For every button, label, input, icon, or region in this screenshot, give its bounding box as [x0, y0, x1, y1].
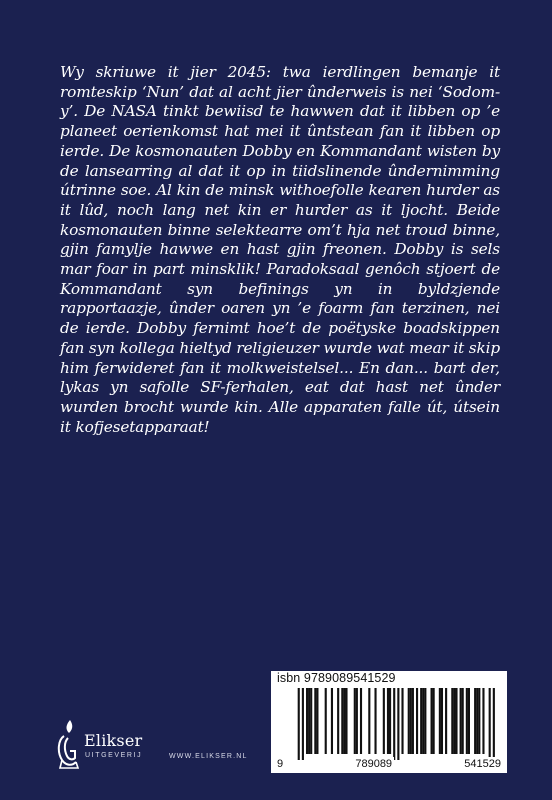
barcode-bar: [314, 688, 316, 754]
barcode-bar: [389, 688, 391, 754]
barcode-bar: [455, 688, 457, 754]
isbn-barcode: [271, 671, 507, 773]
barcode-bar: [343, 688, 345, 754]
barcode-bar: [356, 688, 358, 754]
barcode-bar: [478, 688, 480, 754]
barcode-bar: [310, 688, 312, 754]
barcode-bar: [337, 688, 339, 754]
barcode-bar: [489, 688, 491, 760]
barcode-bar: [383, 688, 385, 754]
barcode-bar: [466, 688, 468, 754]
publisher-logo: [54, 718, 174, 774]
barcode-bar: [306, 688, 308, 754]
barcode-bar: [410, 688, 412, 754]
barcode-bar: [431, 688, 433, 754]
barcode-bar: [354, 688, 356, 754]
barcode-digit-lead: 9: [277, 758, 284, 770]
isbn-label: isbn 9789089541529: [277, 671, 396, 685]
barcode-bar: [416, 688, 418, 754]
barcode-bar: [345, 688, 347, 754]
barcode-bar: [401, 688, 403, 754]
barcode-digits-right: 541529: [464, 758, 501, 770]
barcode-bar: [453, 688, 455, 754]
barcode-bar: [460, 688, 462, 754]
flame-lamp-icon: [54, 718, 84, 774]
barcode-bar: [341, 688, 343, 754]
barcode-bar: [374, 688, 376, 754]
publisher-website: WWW.ELIKSER.NL: [169, 753, 248, 760]
barcode-bar: [302, 688, 304, 760]
barcode-bar: [393, 688, 395, 760]
barcode-bar: [468, 688, 470, 754]
barcode-bar: [433, 688, 435, 754]
barcode-bar: [482, 688, 484, 754]
barcode-bar: [360, 688, 362, 754]
barcode-bar: [298, 688, 300, 760]
barcode-bar: [441, 688, 443, 754]
barcode-bar: [424, 688, 426, 754]
barcode-bar: [476, 688, 478, 754]
barcode-bar: [387, 688, 389, 754]
publisher-name: Elikser: [84, 731, 143, 750]
barcode-bars: [279, 688, 499, 760]
barcode-bar: [397, 688, 399, 760]
barcode-bar: [445, 688, 447, 754]
barcode-bar: [331, 688, 333, 754]
barcode-digits: [275, 757, 503, 771]
barcode-bar: [316, 688, 318, 754]
barcode-bar: [308, 688, 310, 754]
barcode-bar: [462, 688, 464, 754]
barcode-digits-left: 789089: [355, 758, 393, 770]
barcode-bar: [420, 688, 422, 754]
barcode-bar: [474, 688, 476, 754]
barcode-bar: [412, 688, 414, 754]
back-cover-blurb: Wy skriuwe it jier 2045: twa ierdlingen bemanje it romteskip ‘Nun’ dat al acht jier ûnderweis is nei ‘Sodom-y’. De NASA tinkt bewiisd te hawwen dat it libben op ’e planeet oerienkomst hat mei it ûntstean fan it libben op ierde. De kosmonauten Dobby en Kommandant wisten by de lansearring al dat it op in tiidslinende ûndernimming útrinne soe. Al kin de minsk withoefolle kearen hurder as it lûd, noch lang net kin er hurder as it ljocht. Beide kosmonauten binne selektearre om’t hja net troud binne, gjin famylje hawwe en hast gjin freonen. Dobby is sels mar foar in part minsklik! Paradoksaal genôch stjoert de Kommandant syn befinings yn in byldzjende rapportaazje, ûnder oaren yn ’e foarm fan terzinen, nei de ierde. Dobby fernimt hoe’t de poëtyske boadskippen fan syn kollega hieltyd religieuzer wurde wat mear it skip him ferwideret fan it molkweistelsel... En dan... bart der, lykas yn safolle SF-ferhalen, eat dat hast net ûnder wurden brocht wurde kin. Alle apparaten falle út, útsein it kofjesetapparaat!: [60, 63, 500, 436]
barcode-bar: [368, 688, 370, 754]
barcode-bar: [439, 688, 441, 754]
barcode-bar: [493, 688, 495, 760]
barcode-bar: [325, 688, 327, 754]
barcode-bar: [408, 688, 410, 754]
barcode-bar: [451, 688, 453, 754]
publisher-subtitle: UITGEVERIJ: [85, 752, 143, 759]
barcode-bar: [422, 688, 424, 754]
